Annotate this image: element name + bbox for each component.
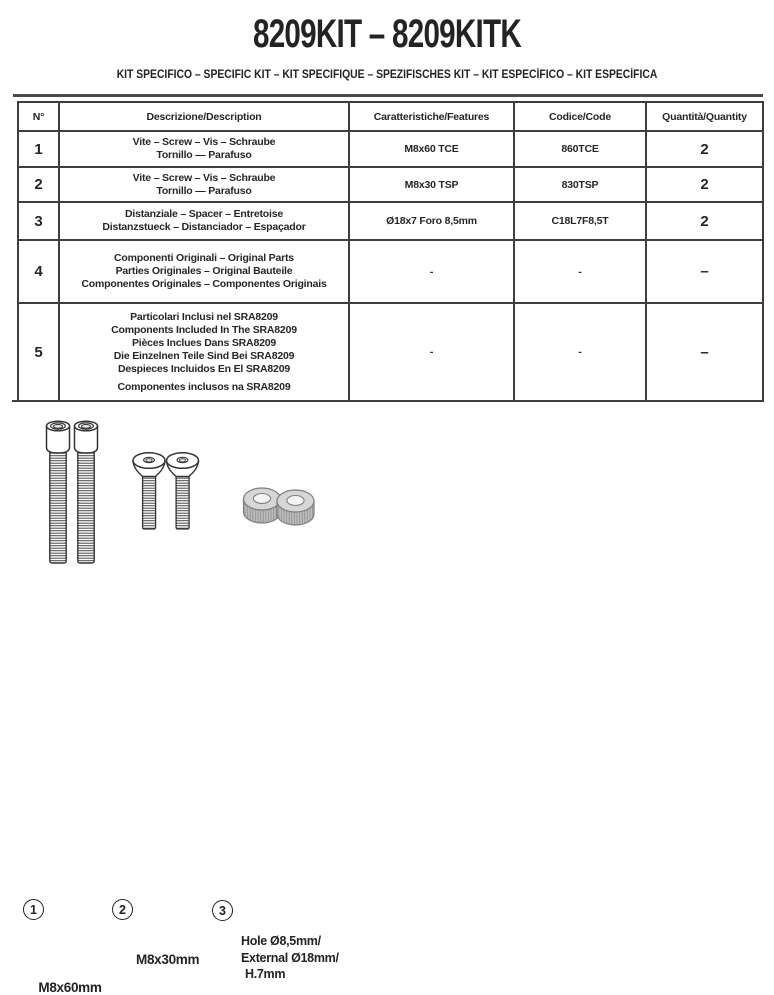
- table-row: [18, 131, 763, 167]
- row-code: -: [514, 303, 646, 401]
- row-description: Distanziale – Spacer – Entretoise Distanzstueck – Distanciador – Espaçador: [59, 202, 349, 240]
- kit-parts-table-wrap: [17, 101, 764, 402]
- row-features: -: [349, 303, 514, 401]
- row-number: 1: [18, 131, 59, 167]
- row-number: 5: [18, 303, 59, 401]
- header-description: Descrizione/Description: [59, 102, 349, 131]
- row-code: 830TSP: [514, 167, 646, 202]
- page-subtitle: KIT SPECIFICO – SPECIFIC KIT – KIT SPECIFIQUE – SPEZIFISCHES KIT – KIT ESPECÍFICO – KIT ESPECÍFICA: [116, 69, 658, 81]
- part-label-spacer: Hole Ø8,5mm/ External Ø18mm/ H.7mm: [241, 934, 339, 981]
- part-label-m8x60: M8x60mm: [38, 980, 102, 995]
- cap-screw-icon: [75, 421, 98, 563]
- header-quantity: Quantità/Quantity: [646, 102, 763, 131]
- row-features: Ø18x7 Foro 8,5mm: [349, 202, 514, 240]
- top-divider-line: [13, 94, 763, 97]
- header-code: Codice/Code: [514, 102, 646, 131]
- parts-illustrations: [0, 405, 774, 629]
- table-header: [18, 102, 763, 131]
- row-description: Vite – Screw – Vis – Schraube Tornillo — Parafuso: [59, 131, 349, 167]
- row-number: 3: [18, 202, 59, 240]
- page-title: 8209KIT – 8209KITK: [252, 12, 522, 56]
- row-quantity: 2: [646, 167, 763, 202]
- row-features: -: [349, 240, 514, 303]
- part-label-m8x30: M8x30mm: [136, 952, 200, 967]
- spacer-icon: [277, 490, 314, 525]
- table-row: [18, 303, 763, 401]
- row-description: Componenti Originali – Original Parts Parties Originales – Original Bauteile Componentes Originales – Componentes Originais: [59, 240, 349, 303]
- spacer-icon: [244, 488, 281, 523]
- cap-screw-icon: [47, 421, 70, 563]
- row-features: M8x30 TSP: [349, 167, 514, 202]
- countersunk-screw-icon: [133, 453, 165, 529]
- row-code: C18L7F8,5T: [514, 202, 646, 240]
- header-features: Caratteristiche/Features: [349, 102, 514, 131]
- table-bottom-divider-line: [12, 400, 763, 402]
- part-number-badge: 1: [23, 899, 44, 920]
- parts-diagram: [0, 405, 774, 995]
- row-quantity: –: [646, 240, 763, 303]
- countersunk-screw-icon: [167, 453, 199, 529]
- row-number: 2: [18, 167, 59, 202]
- row-code: 860TCE: [514, 131, 646, 167]
- part-number-badge: 3: [212, 900, 233, 921]
- kit-parts-table: [17, 101, 764, 402]
- table-row: [18, 167, 763, 202]
- part-number-badge: 2: [112, 899, 133, 920]
- row-quantity: –: [646, 303, 763, 401]
- table-body: [18, 131, 763, 401]
- row-number: 4: [18, 240, 59, 303]
- header-number: N°: [18, 102, 59, 131]
- row-features: M8x60 TCE: [349, 131, 514, 167]
- row-quantity: 2: [646, 131, 763, 167]
- row-description: Particolari Inclusi nel SRA8209 Components Included In The SRA8209 Pièces Inclues Dans SRA8209 Die Einzelnen Teile Sind Bei SRA8209 Despieces Incluidos En El SRA8209 Componentes inclusos na SRA8209: [59, 303, 349, 401]
- row-code: -: [514, 240, 646, 303]
- row-quantity: 2: [646, 202, 763, 240]
- table-row: [18, 240, 763, 303]
- table-row: [18, 202, 763, 240]
- row-description: Vite – Screw – Vis – Schraube Tornillo — Parafuso: [59, 167, 349, 202]
